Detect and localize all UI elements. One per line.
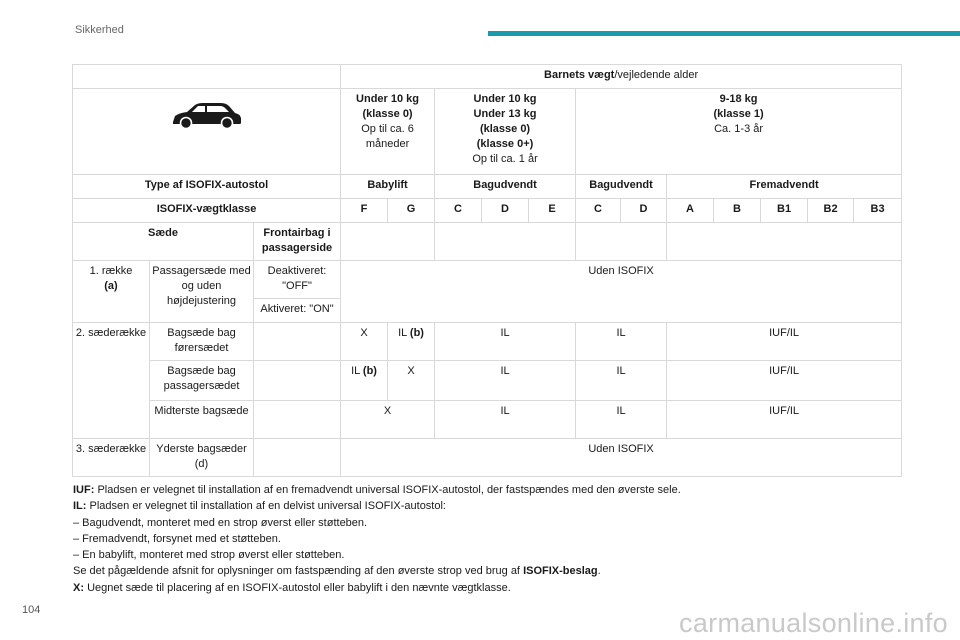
group-1-line: Op til ca. 1 år (472, 153, 538, 165)
empty-cell (667, 223, 902, 261)
group-1-cell (435, 89, 576, 175)
note-key: IUF: (73, 484, 95, 496)
note-iuf (73, 482, 913, 498)
group-0-line: Under 10 kg (356, 93, 420, 105)
empty-cell (576, 223, 667, 261)
group-1-line: (klasse 0) (479, 123, 531, 135)
value-text: IL (351, 365, 360, 377)
note-text: Pladsen er velegnet til installation af en delvist universal ISOFIX-autostol: (89, 500, 446, 513)
type-label: Type af ISOFIX-autostol (73, 175, 341, 199)
value-cell: IL (435, 361, 576, 401)
row2-seat-name: Bagsæde bag passagersædet (150, 361, 254, 401)
class-cell: B (714, 199, 761, 223)
value-cell: IL (435, 401, 576, 439)
corner-cell (73, 65, 341, 89)
class-cell: G (388, 199, 435, 223)
group-2-line: (klasse 1) (713, 108, 764, 120)
value-cell: IL (576, 323, 667, 361)
isofix-table (72, 64, 902, 477)
note-il (73, 498, 913, 514)
row1-label-text: 1. række (89, 265, 133, 277)
value-cell: X (388, 361, 435, 401)
class-cell: D (621, 199, 667, 223)
type-cell: Fremadvendt (667, 175, 902, 199)
group-2-line: 9-18 kg (719, 93, 758, 105)
car-side-icon (171, 102, 243, 130)
row1-value: Uden ISOFIX (341, 261, 902, 323)
type-cell: Bagudvendt (435, 175, 576, 199)
weight-header-rest: /vejledende alder (614, 69, 699, 81)
row2-seat-name: Bagsæde bag førersædet (150, 323, 254, 361)
class-cell: B3 (854, 199, 902, 223)
note-text: Se det pågældende afsnit for oplysninger om fastspænding af den øverste strop ved brug af (73, 565, 520, 578)
group-2-line: Ca. 1-3 år (714, 123, 764, 135)
note-il-item: – En babylift, monteret med strop øverst eller støtteben. (73, 549, 345, 562)
value-cell: IL (435, 323, 576, 361)
value-cell: IUF/IL (667, 361, 902, 401)
note-text: Pladsen er velegnet til installation af en fremadvendt universal ISOFIX-autostol, der fastspændes med den øverste sele. (97, 484, 681, 496)
header-accent-bar (488, 31, 960, 36)
section-title: Sikkerhed (75, 24, 124, 36)
value-cell: IL (576, 361, 667, 401)
row1-seat: Passagersæde med og uden højdejustering (150, 261, 254, 323)
class-cell: C (576, 199, 621, 223)
empty-cell (254, 323, 341, 361)
value-cell (388, 323, 435, 361)
note-bold: ISOFIX-beslag (523, 565, 598, 578)
type-cell: Bagudvendt (576, 175, 667, 199)
group-1-line: (klasse 0+) (476, 138, 534, 150)
row2-seat-name: Midterste bagsæde (150, 401, 254, 439)
empty-cell (254, 401, 341, 439)
class-cell: C (435, 199, 482, 223)
note-key: X: (73, 581, 84, 594)
class-cell: B2 (808, 199, 854, 223)
weight-header (341, 65, 902, 89)
class-cell: E (529, 199, 576, 223)
legend-notes (73, 482, 913, 596)
group-0-cell (341, 89, 435, 175)
group-1-line: Under 13 kg (473, 108, 537, 120)
value-cell: IUF/IL (667, 401, 902, 439)
note-text: Uegnet sæde til placering af en ISOFIX-autostol eller babylift i den nævnte vægtklasse. (87, 581, 511, 594)
value-cell: X (341, 401, 435, 439)
note-x (73, 580, 913, 596)
airbag-on: Aktiveret: "ON" (254, 299, 341, 323)
value-cell: IUF/IL (667, 323, 902, 361)
seat-label: Sæde (73, 223, 254, 261)
watermark: carmanualsonline.info (679, 608, 948, 638)
type-cell: Babylift (341, 175, 435, 199)
airbag-label: Frontairbag i passagerside (254, 223, 341, 261)
row1-label-note: (a) (104, 280, 118, 292)
row3-value: Uden ISOFIX (341, 439, 902, 477)
row3-label: 3. sæderække (73, 439, 150, 477)
airbag-off: Deaktiveret: "OFF" (254, 261, 341, 299)
empty-cell (254, 361, 341, 401)
value-note: (b) (409, 327, 424, 339)
value-cell: IL (576, 401, 667, 439)
value-cell (341, 361, 388, 401)
group-0-line: måneder (365, 138, 410, 150)
note-text: . (597, 565, 601, 578)
note-il-item: – Bagudvendt, monteret med en strop øverst eller støtteben. (73, 516, 368, 529)
row1-label (73, 261, 150, 323)
note-il-item: – Fremadvendt, forsynet med et støtteben. (73, 532, 281, 545)
weight-header-bold: Barnets vægt (544, 69, 615, 81)
class-cell: B1 (761, 199, 808, 223)
class-cell: D (482, 199, 529, 223)
note-key: IL: (73, 500, 87, 513)
group-2-cell (576, 89, 902, 175)
class-label: ISOFIX-vægtklasse (73, 199, 341, 223)
row3-seat: Yderste bagsæder (d) (150, 439, 254, 477)
group-0-line: Op til ca. 6 (361, 123, 414, 135)
group-0-line: (klasse 0) (362, 108, 413, 120)
value-text: IL (398, 327, 407, 339)
value-note: (b) (362, 365, 377, 377)
class-cell: A (667, 199, 714, 223)
note-see (73, 563, 913, 579)
row2-label: 2. sæderække (73, 323, 150, 439)
page-number: 104 (22, 604, 41, 616)
group-1-line: Under 10 kg (473, 93, 537, 105)
empty-cell (254, 439, 341, 477)
empty-cell (341, 223, 435, 261)
car-icon-cell (73, 89, 341, 175)
empty-cell (435, 223, 576, 261)
class-cell: F (341, 199, 388, 223)
value-cell: X (341, 323, 388, 361)
